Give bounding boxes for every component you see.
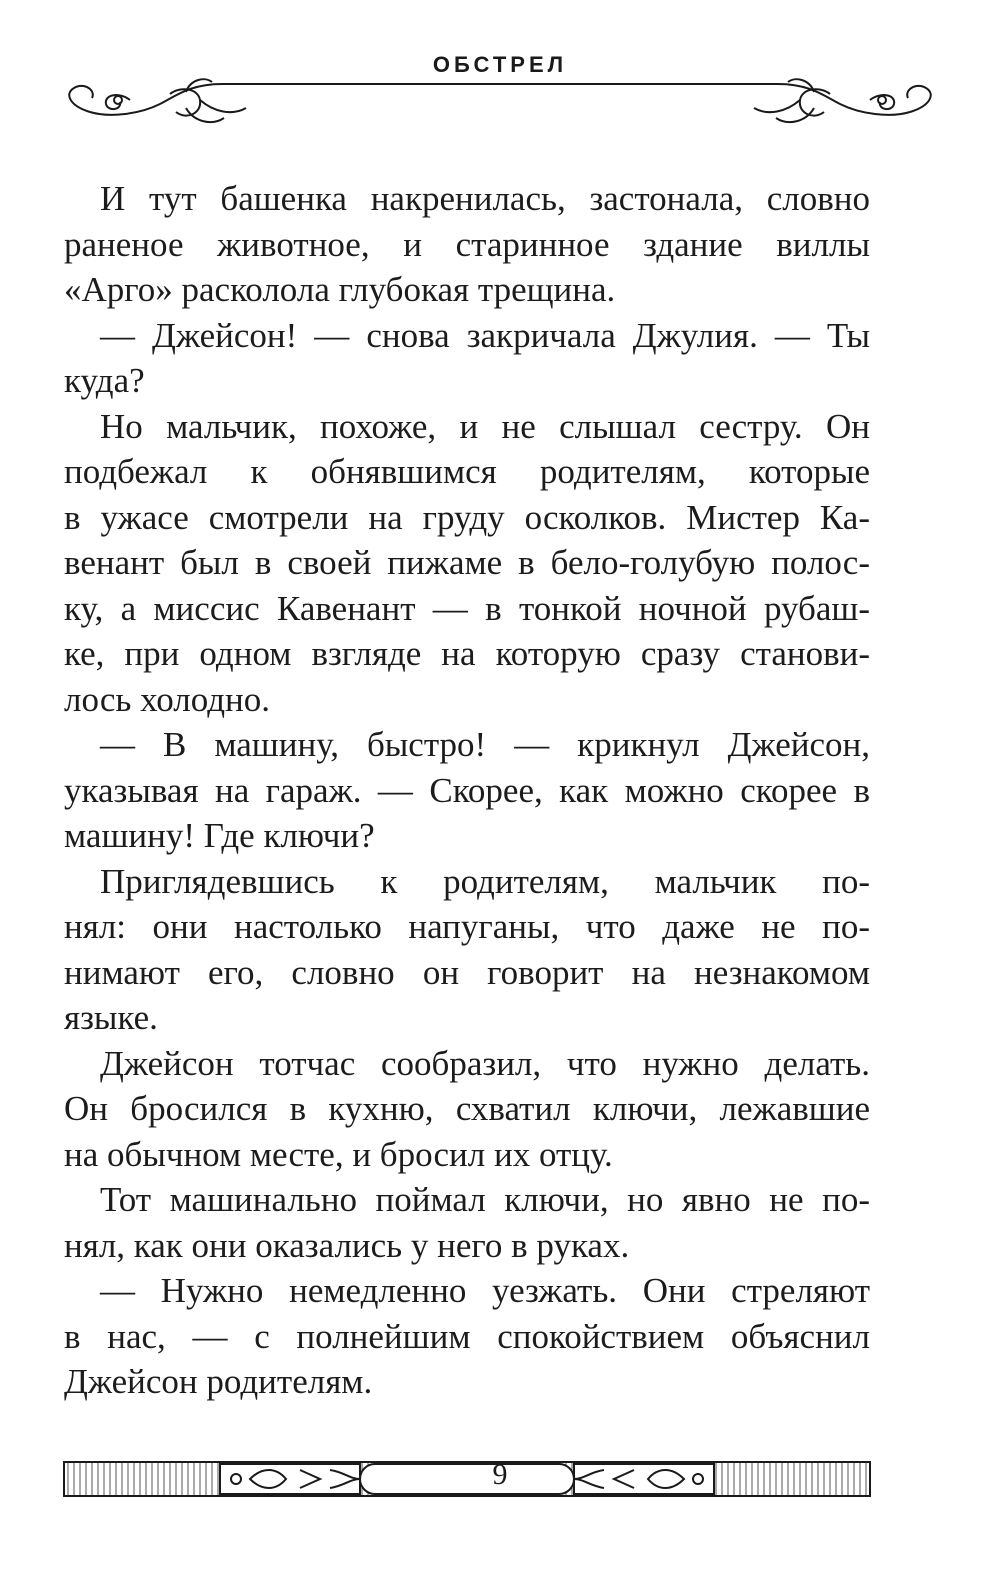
paragraph	[64, 404, 870, 723]
paragraph	[64, 313, 870, 404]
text-line: Джейсон тотчас сообразил, что нужно делать.	[100, 1043, 870, 1083]
text-line: языке.	[64, 998, 158, 1037]
page-footer	[0, 1450, 1000, 1510]
text-line: — В машину, быстро! — крикнул Джейсон,	[100, 725, 870, 764]
paragraph	[64, 722, 870, 859]
text-line: в нас, — с полнейшим спокойствием объяснил	[64, 1316, 870, 1356]
text-line: Он бросился в кухню, схватил ключи, лежавшие	[64, 1089, 870, 1128]
text-line: нял, как они оказались у него в руках.	[64, 1225, 630, 1265]
paragraph	[64, 176, 870, 313]
page-number: 9	[492, 1458, 508, 1491]
text-line: венант был в своей пижаме в бело-голубую полос-	[64, 543, 870, 582]
text-line: подбежал к обнявшимся родителям, которые	[64, 452, 870, 491]
text-line: — Джейсон! — снова закричала Джулия. — Ты	[100, 315, 870, 355]
text-line: «Арго» расколола глубокая трещина.	[64, 270, 616, 309]
paragraph	[64, 1041, 870, 1178]
text-line: куда?	[64, 361, 145, 400]
text-line: в ужасе смотрели на груду осколков. Мистер Ка-	[64, 497, 870, 537]
text-line: нимают его, словно он говорит на незнакомом	[64, 952, 870, 992]
paragraph	[64, 859, 870, 1041]
body-text	[64, 176, 870, 1405]
text-line: Тот машинально поймал ключи, но явно не по-	[100, 1180, 870, 1219]
paragraph	[64, 1268, 870, 1405]
text-line: на обычном месте, и бросил их отцу.	[64, 1134, 613, 1174]
text-line: Приглядевшись к родителям, мальчик по-	[100, 861, 870, 901]
chapter-title: ОБСТРЕЛ	[432, 52, 568, 77]
text-line: — Нужно немедленно уезжать. Они стреляют	[100, 1271, 870, 1310]
running-header	[0, 0, 1000, 160]
text-line: ке, при одном взгляде на которую сразу станови-	[64, 634, 870, 673]
text-line: ку, а миссис Кавенант — в тонкой ночной рубаш-	[64, 588, 870, 628]
text-line: машину! Где ключи?	[64, 816, 375, 855]
text-line: Но мальчик, похоже, и не слышал сестру. Он	[100, 406, 870, 446]
text-line: нял: они настолько напуганы, что даже не по-	[64, 907, 870, 946]
header-ornament-icon	[0, 0, 1000, 160]
text-line: указывая на гараж. — Скорее, как можно скорее в	[64, 770, 870, 810]
text-line: лось холодно.	[64, 679, 271, 719]
text-line: И тут башенка накренилась, застонала, словно	[100, 179, 870, 218]
text-line: Джейсон родителям.	[64, 1362, 373, 1401]
text-line: раненое животное, и старинное здание виллы	[64, 224, 870, 264]
paragraph	[64, 1177, 870, 1268]
